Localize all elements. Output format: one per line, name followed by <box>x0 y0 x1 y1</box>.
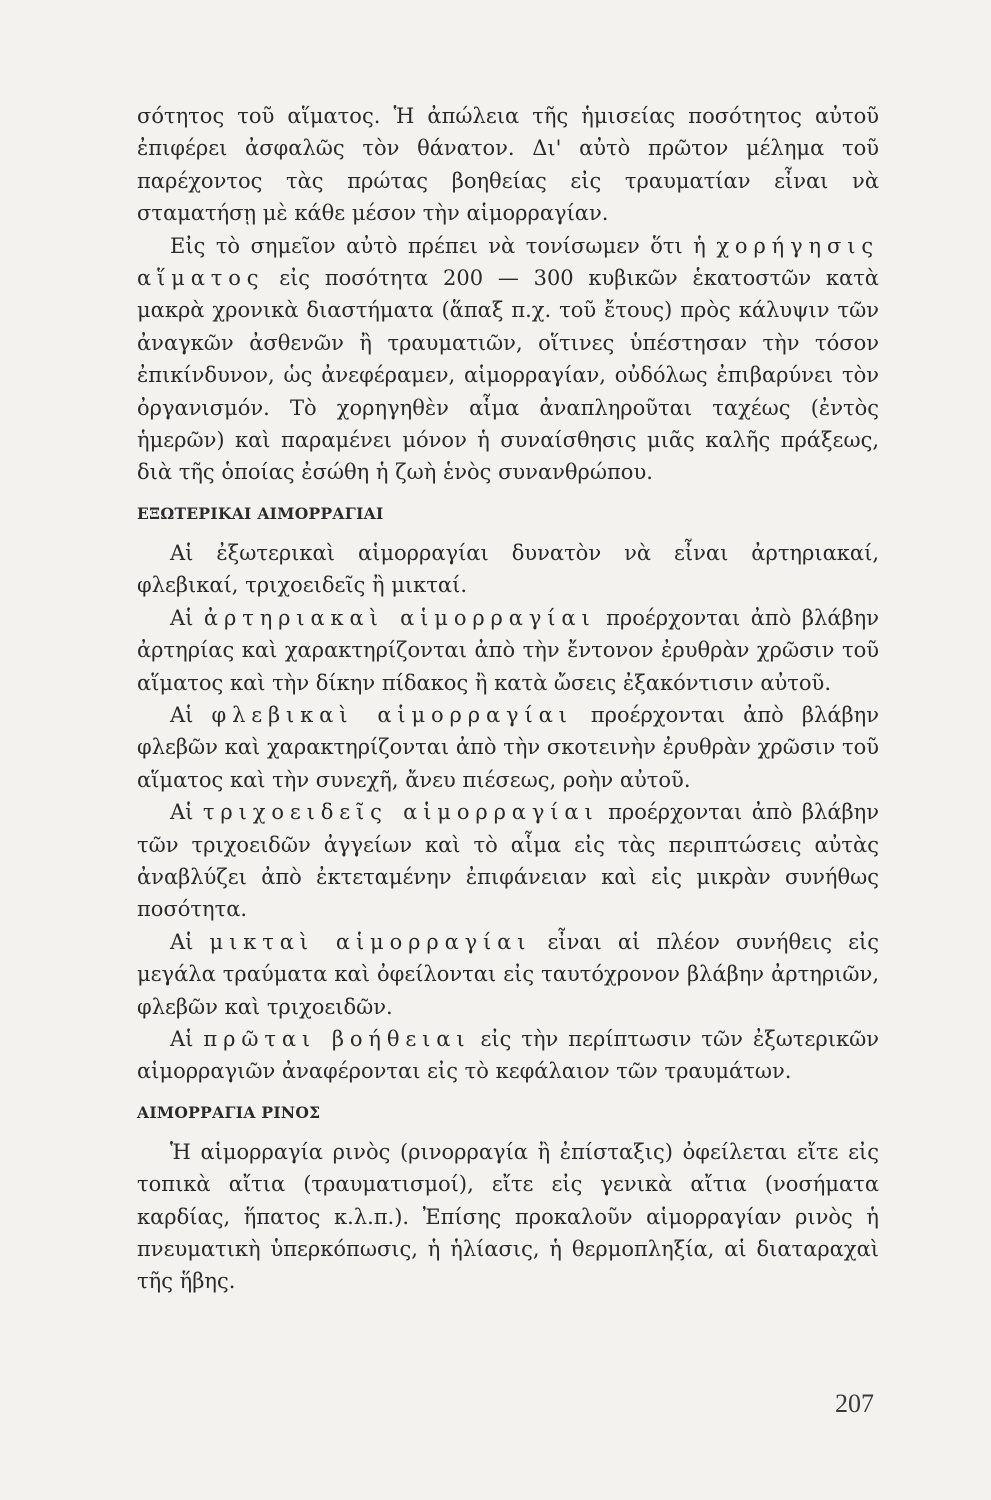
external-paragraph-venous <box>137 699 879 796</box>
text-run: προέρχονται ἀπὸ βλάβην τῶν τριχοειδῶν ἀγγείων καὶ τὸ αἷμα εἰς τὰς περιπτώσεις αὐτὰς ἀναβλύζει ἀπὸ ἐκτεταμένην ἐπιφάνειαν καὶ εἰς μικρὰν συνήθως ποσότητα. <box>137 800 879 922</box>
text-run: Αἱ <box>170 702 212 727</box>
book-page <box>137 100 879 1298</box>
section-heading-external: ΕΞΩΤΕΡΙΚΑΙ ΑΙΜΟΡΡΑΓΙΑΙ <box>137 503 384 523</box>
external-paragraph-arterial <box>137 602 879 699</box>
nose-paragraph: Ἡ αἱμορραγία ρινὸς (ρινορραγία ἢ ἐπίσταξις) ὀφείλεται εἴτε εἰς τοπικὰ αἴτια (τραυματισμοί), εἴτε εἰς γενικὰ αἴτια (νοσήματα καρδίας, ἥπατος κ.λ.π.). Ἐπίσης προκαλοῦν αἱμορραγίαν ρινὸς ἡ πνευματικὴ ὑπερκόπωσις, ἡ ἡλίασις, ἡ θερμοπληξία, αἱ διαταραχαὶ τῆς ἥβης. <box>137 1139 879 1294</box>
section-heading-nose: ΑΙΜΟΡΡΑΓΙΑ ΡΙΝΟΣ <box>137 1102 321 1122</box>
text-run: εἶναι αἱ πλέον συνήθεις εἰς μεγάλα τραύματα καὶ ὀφείλονται εἰς ταυτόχρονον βλάβην ἀρτηριῶν, φλεβῶν καὶ τριχοειδῶν. <box>137 929 880 1019</box>
emphasis-capillary: τριχοειδεῖς αἱμορραγίαι <box>202 800 599 825</box>
emphasis-blood-donation: χορήγησις αἵματος <box>137 233 879 291</box>
intro-paragraph-2 <box>137 230 879 489</box>
page-number: 207 <box>835 1389 874 1418</box>
external-paragraph-capillary <box>137 796 879 926</box>
external-paragraph-types <box>137 537 879 602</box>
text-run: προέρχονται ἀπὸ βλάβην ἀρτηρίας καὶ χαρακτηρίζονται ἀπὸ τὴν ἔντονον ἐρυθρὰν χρῶσιν τοῦ αἵματος καὶ τὴν δίκην πίδακος ἢ κατὰ ὤσεις ἐξακόντισιν αὐτοῦ. <box>137 605 879 695</box>
text-run: εἰς τὴν περίπτωσιν τῶν ἐξωτερικῶν αἱμορραγιῶν ἀναφέρονται εἰς τὸ κεφάλαιον τῶν τραυμάτων. <box>137 1026 879 1084</box>
emphasis-arterial: ἀρτηριακαὶ αἱμορραγίαι <box>203 605 596 630</box>
text-run: Αἱ <box>170 605 204 630</box>
text-run: προέρχονται ἀπὸ βλάβην φλεβῶν καὶ χαρακτηρίζονται ἀπὸ τὴν σκοτεινὴν ἐρυθρὰν χρῶσιν τοῦ αἵματος καὶ τὴν συνεχῆ, ἄνευ πιέσεως, ροὴν αὐτοῦ. <box>137 702 879 792</box>
external-paragraph-mixed <box>137 926 879 1023</box>
external-paragraph-first-aid <box>137 1023 879 1088</box>
text-run: Αἱ <box>170 800 203 825</box>
text-run: Αἱ <box>170 929 210 954</box>
intro-paragraph-1: σότητος τοῦ αἵματος. Ἡ ἀπώλεια τῆς ἡμισείας ποσότητος αὐτοῦ ἐπιφέρει ἀσφαλῶς τὸν θάνατον. Δι' αὐτὸ πρῶτον μέλημα τοῦ παρέχοντος τὰς πρώτας βοηθείας εἰς τραυματίαν εἶναι νὰ σταματήσῃ μὲ κάθε μέσον τὴν αἱμορραγίαν. <box>137 104 879 226</box>
text-run: Αἱ ἐξωτερικαὶ αἱμορραγίαι δυνατὸν νὰ εἶναι ἀρτηριακαί, φλεβικαί, τριχοειδεῖς ἢ μικταί. <box>137 540 879 598</box>
text-run: εἰς ποσότητα 200 — 300 κυβικῶν ἑκατοστῶν κατὰ μακρὰ χρονικὰ διαστήματα (ἅπαξ π.χ. τοῦ ἔτους) πρὸς κάλυψιν τῶν ἀναγκῶν ἀσθενῶν ἢ τραυματιῶν, οἵτινες ὑπέστησαν τὴν τόσον ἐπικίνδυνον, ὡς ἀνεφέραμεν, αἱμορραγίαν, οὐδόλως ἐπιβαρύνει τὸν ὀργανισμόν. Τὸ χορηγηθὲν αἷμα ἀναπληροῦται ταχέως (ἐντὸς ἡμερῶν) καὶ παραμένει μόνον ἡ συναίσθησις μιᾶς καλῆς πράξεως, διὰ τῆς ὁποίας ἐσώθη ἡ ζωὴ ἑνὸς συνανθρώπου. <box>137 266 879 485</box>
emphasis-mixed: μικταὶ αἱμορραγίαι <box>209 929 532 954</box>
emphasis-venous: φλεβικαὶ αἱμορραγίαι <box>211 702 573 727</box>
text-run: Αἱ <box>170 1026 204 1051</box>
text-run: Εἰς τὸ σημεῖον αὐτὸ πρέπει νὰ τονίσωμεν ὅτι ἡ <box>170 233 717 258</box>
emphasis-first-aid: πρῶται βοήθειαι <box>203 1026 471 1051</box>
